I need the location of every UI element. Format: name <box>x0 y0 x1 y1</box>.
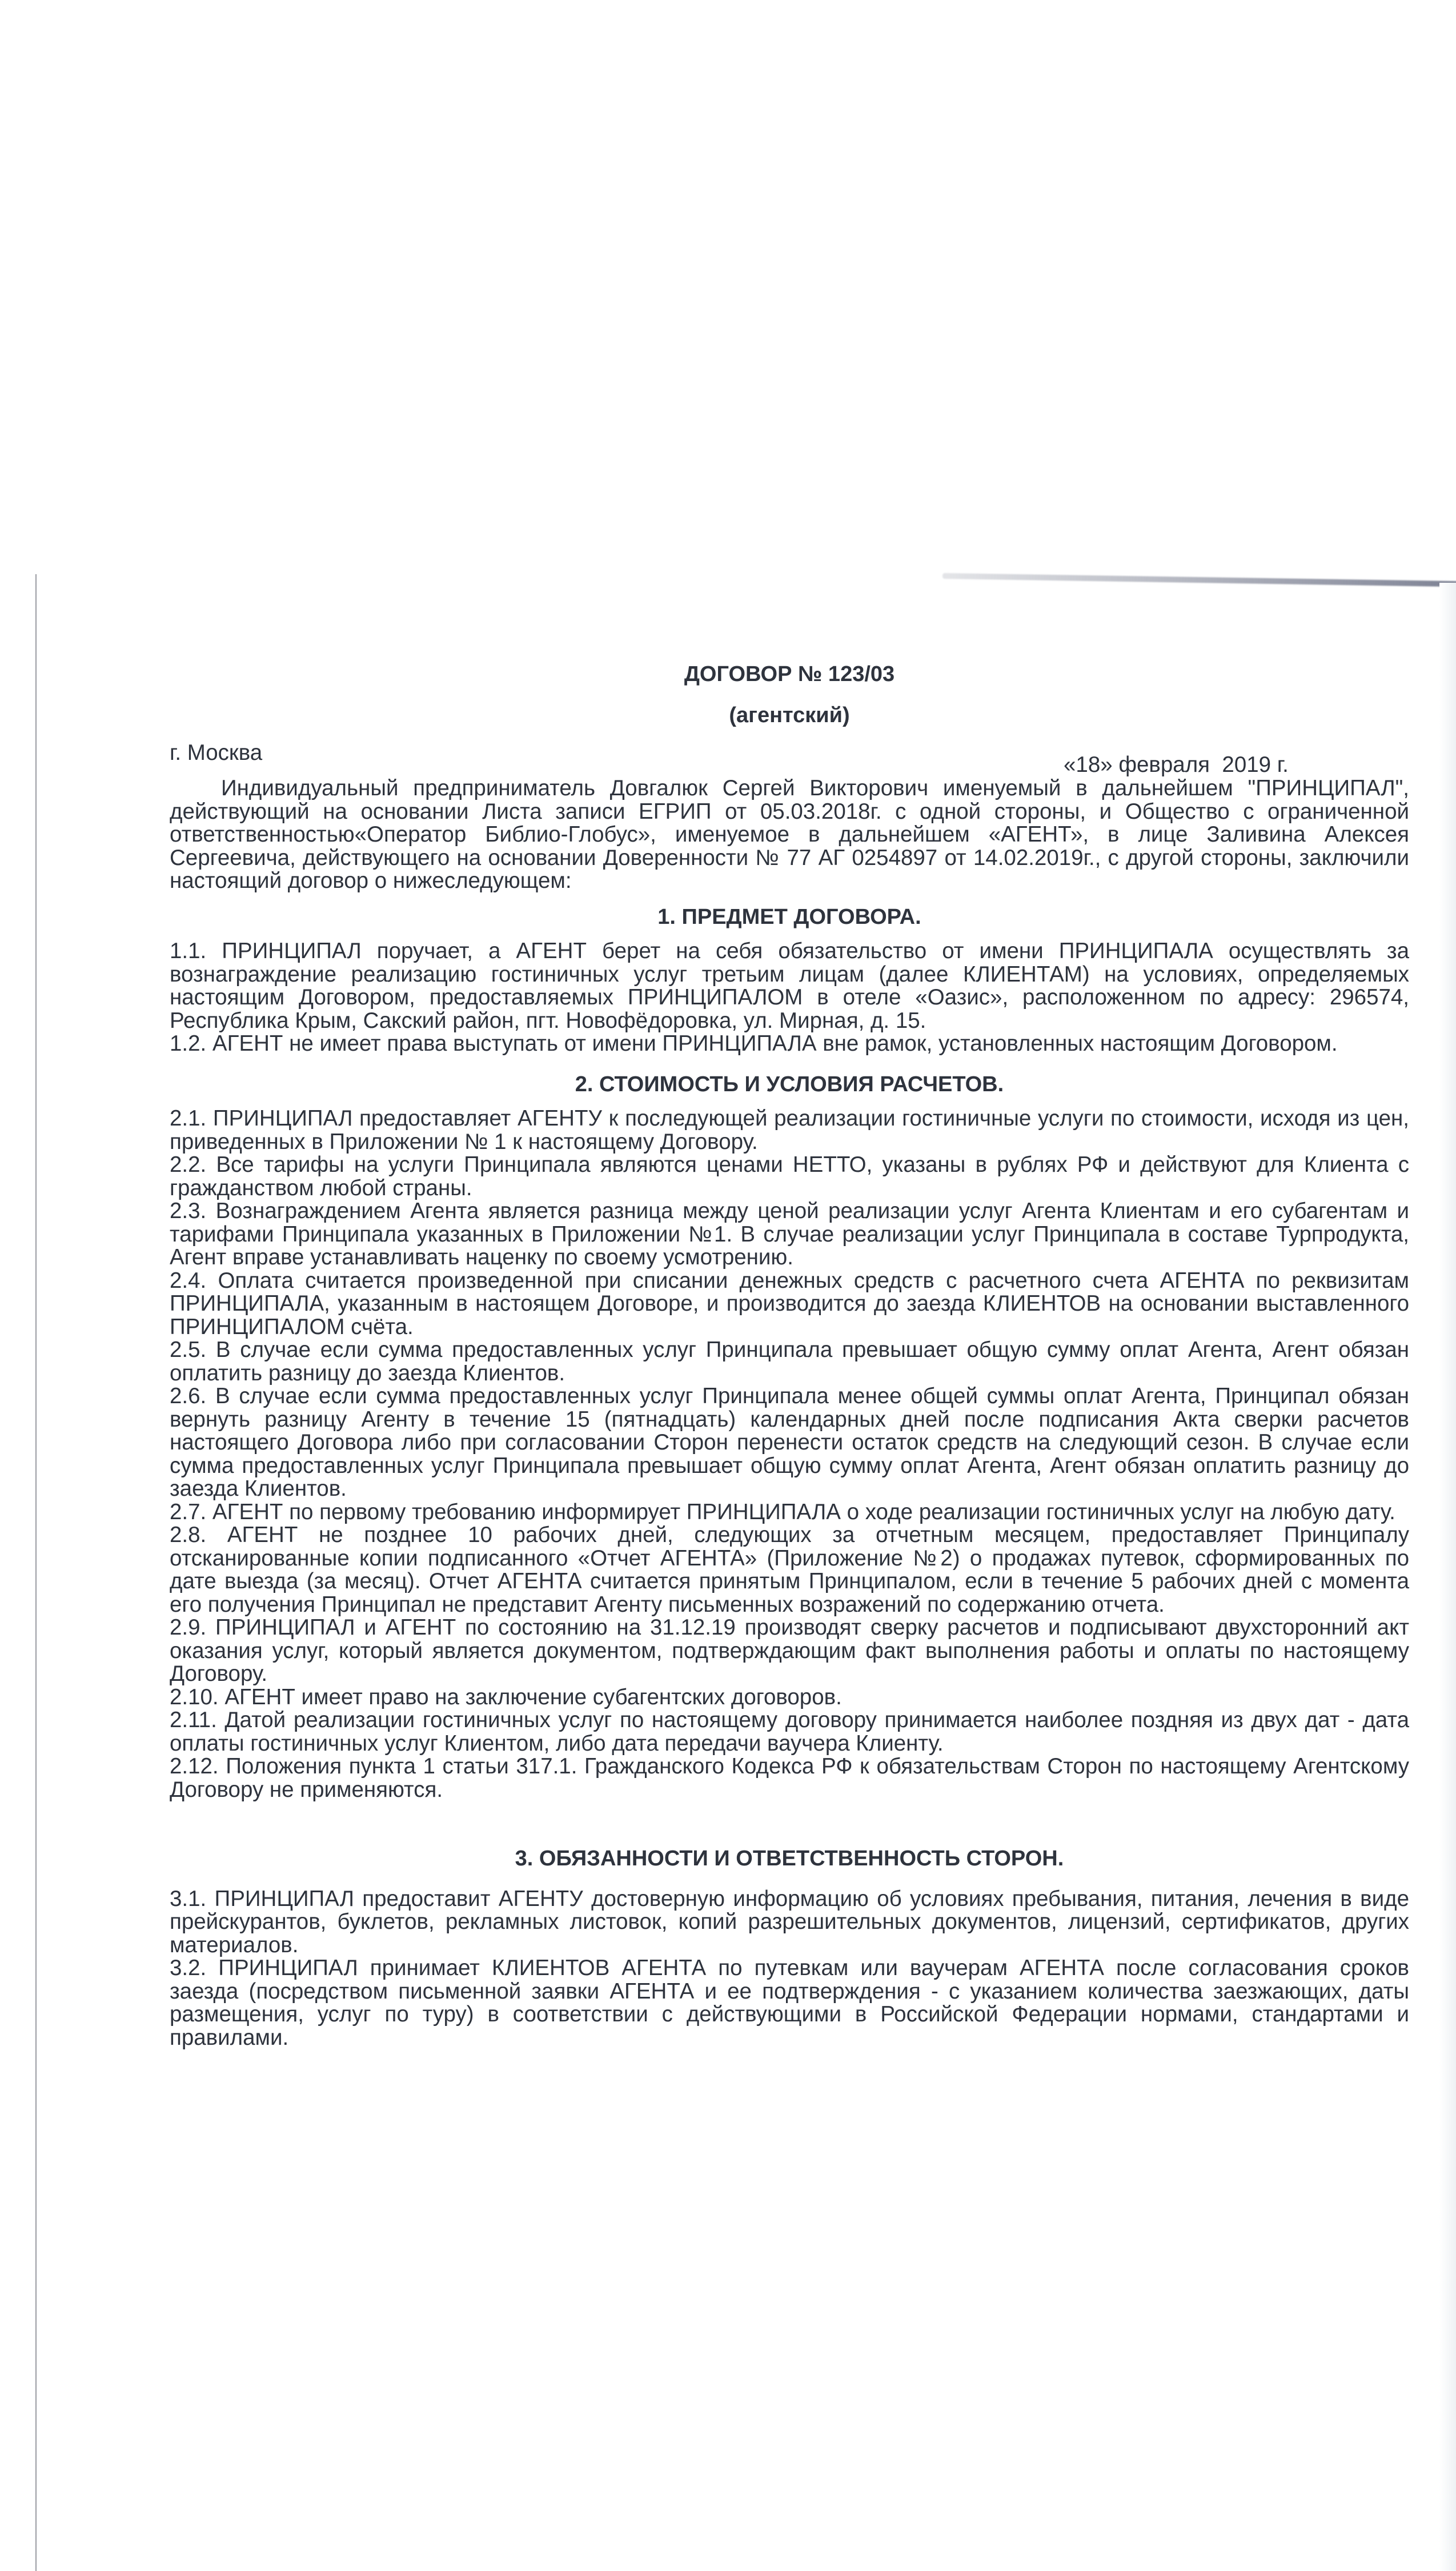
document-body <box>170 777 1409 2049</box>
clause-2-9: 2.9. ПРИНЦИПАЛ и АГЕНТ по состоянию на 31.12.19 производят сверку расчетов и подписывают двухсторонний акт оказания услуг, который является документом, подтверждающим факт выполнения работы и оплаты по настоящему Договору. <box>170 1615 1409 1686</box>
section-heading: 2. СТОИМОСТЬ И УСЛОВИЯ РАСЧЕТОВ. <box>575 1072 1004 1096</box>
clause-2-5: 2.5. В случае если сумма предоставленных услуг Принципала превышает общую сумму оплат Агента, Агент обязан оплатить разницу до заезда Клиентов. <box>170 1337 1409 1385</box>
clause-3-1: 3.1. ПРИНЦИПАЛ предоставит АГЕНТУ достоверную информацию об условиях пребывания, питания, лечения в виде прейскурантов, буклетов, рекламных листовок, копий разрешительных документов, лицензий, сертификатов, других материалов. <box>170 1886 1409 1957</box>
section-2 <box>170 1073 1409 1802</box>
clause-2-8: 2.8. АГЕНТ не позднее 10 рабочих дней, следующих за отчетным месяцем, предоставляет Принципалу отсканированные копии подписанного «Отчет АГЕНТА» (Приложение №2) о продажах путевок, сформированных по дате выезда (за месяц). Отчет АГЕНТА считается принятым Принципалом, если в течение 5 рабочих дней с момента его получения Принципал не представит Агенту письменных возражений по содержанию отчета. <box>170 1523 1409 1617</box>
document-title: ДОГОВОР № 123/03 <box>684 662 895 686</box>
clause-2-1: 2.1. ПРИНЦИПАЛ предоставляет АГЕНТУ к последующей реализации гостиничные услуги по стоимости, исходя из цен, приведенных в Приложении № 1 к настоящему Договору. <box>170 1106 1409 1154</box>
clause-2-4: 2.4. Оплата считается произведенной при списании денежных средств с расчетного счета АГЕНТА по реквизитам ПРИНЦИПАЛА, указанным в настоящем Договоре, и производится до заезда КЛИЕНТОВ на основании выставленного ПРИНЦИПАЛОМ счёта. <box>170 1268 1409 1339</box>
document-city: г. Москва <box>170 740 263 765</box>
scan-page-edge-right <box>1439 583 1456 2571</box>
document-subtitle: (агентский) <box>729 703 850 727</box>
clause-2-3: 2.3. Вознаграждением Агента является разница между ценой реализации услуг Агента Клиентам и его субагентам и тарифами Принципала указанных в Приложении №1. В случае реализации услуг Принципала в составе Турпродукта, Агент вправе устанавливать наценку по своему усмотрению. <box>170 1199 1409 1270</box>
clause-2-7: 2.7. АГЕНТ по первому требованию информирует ПРИНЦИПАЛА о ходе реализации гостиничных услуг на любую дату. <box>170 1499 1395 1524</box>
clause-3-2: 3.2. ПРИНЦИПАЛ принимает КЛИЕНТОВ АГЕНТА по путевкам или ваучерам АГЕНТА после согласования сроков заезда (посредством письменной заявки АГЕНТА и ее подтверждения - с указанием количества заезжающих, даты размещения, услуг по туру) в соответствии с действующими в Российской Федерации нормами, стандартами и правилами. <box>170 1956 1409 2050</box>
section-3 <box>170 1847 1409 2049</box>
clause-2-12: 2.12. Положения пункта 1 статьи 317.1. Гражданского Кодекса РФ к обязательствам Сторон по настоящему Агентскому Договору не применяются. <box>170 1754 1409 1802</box>
intro-paragraph: Индивидуальный предприниматель Довгалюк Сергей Викторович именуемый в дальнейшем "ПРИНЦИПАЛ", действующий на основании Листа записи ЕГРИП от 05.03.2018г. с одной стороны, и Общество с ограниченной ответственностью«Оператор Библио-Глобус», именуемое в дальнейшем «АГЕНТ», в лице Заливина Алексея Сергеевича, действующего на основании Доверенности № 77 АГ 0254897 от 14.02.2019г., с другой стороны, заключили настоящий договор о нижеследующем: <box>170 776 1409 893</box>
clause-2-6: 2.6. В случае если сумма предоставленных услуг Принципала менее общей суммы оплат Агента, Принципал обязан вернуть разницу Агенту в течение 15 (пятнадцать) календарных дней после подписания Акта сверки расчетов настоящего Договора либо при согласовании Сторон перенести остаток средств на следующий сезон. В случае если сумма предоставленных услуг Принципала превышает общую сумму оплат Агента, Агент обязан оплатить разницу до заезда Клиентов. <box>170 1384 1409 1501</box>
clause-2-2: 2.2. Все тарифы на услуги Принципала являются ценами НЕТТО, указаны в рублях РФ и действуют для Клиента с гражданством любой страны. <box>170 1152 1409 1200</box>
clause-1-1: 1.1. ПРИНЦИПАЛ поручает, а АГЕНТ берет на себя обязательство от имени ПРИНЦИПАЛА осуществлять за вознаграждение реализацию гостиничных услуг третьим лицам (далее КЛИЕНТАМ) на условиях, определяемых настоящим Договором, предоставляемых ПРИНЦИПАЛОМ в отеле «Оазис», расположенном по адресу: 296574, Республика Крым, Сакский район, пгт. Новофёдоровка, ул. Мирная, д. 15. <box>170 939 1409 1033</box>
section-1 <box>170 906 1409 1056</box>
clause-2-11: 2.11. Датой реализации гостиничных услуг по настоящему договору принимается наиболее поздняя из двух дат - дата оплаты гостиничных услуг Клиентом, либо дата передачи ваучера Клиенту. <box>170 1708 1409 1756</box>
scan-page-edge-shadow <box>942 573 1456 587</box>
document-date: «18» февраля 2019 г. <box>1064 752 1289 777</box>
section-heading: 3. ОБЯЗАННОСТИ И ОТВЕТСТВЕННОСТЬ СТОРОН. <box>515 1847 1064 1871</box>
section-heading: 1. ПРЕДМЕТ ДОГОВОРА. <box>657 904 921 929</box>
clause-2-10: 2.10. АГЕНТ имеет право на заключение субагентских договоров. <box>170 1684 842 1709</box>
scan-page-edge-left <box>35 574 37 2571</box>
clause-1-2: 1.2. АГЕНТ не имеет права выступать от имени ПРИНЦИПАЛА вне рамок, установленных настоящим Договором. <box>170 1031 1338 1056</box>
